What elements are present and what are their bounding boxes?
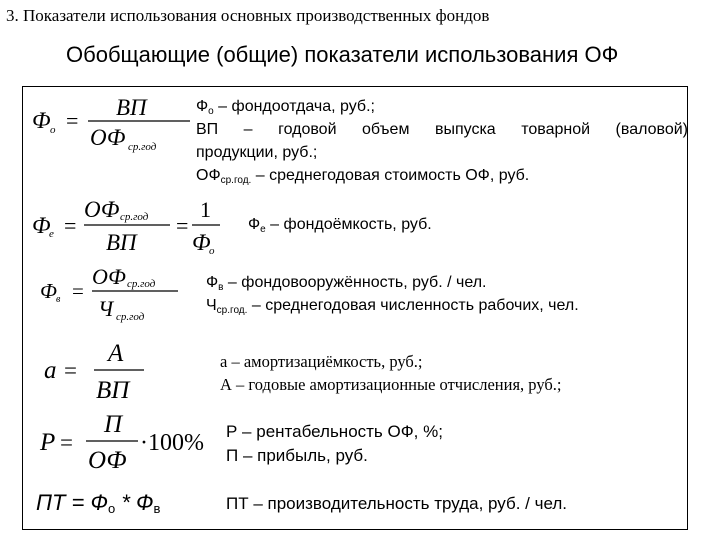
formula-factor: Ф [90,490,108,515]
definition-text: – фондоотдача, руб.; [213,98,375,115]
definition-subscript: о [208,106,214,117]
formula-symbol: Ф [32,108,51,133]
formula-numerator: ОФ [92,264,126,289]
definition-text: ВП – годовой объем выпуска товарной (валовой) [196,121,688,138]
formula-numerator: А [108,340,124,367]
formula-subscript: ср.год [120,211,149,223]
definition-text: – среднегодовая численность рабочих, чел. [247,297,579,314]
formula-fondovooruzhennost [28,258,198,328]
definition-vp [196,119,688,141]
formula-numerator: 1 [200,197,211,222]
formula-equals: = [60,430,73,455]
definition-pribyl: П – прибыль, руб. [226,446,368,465]
slide-title: 3. Показатели использования основных производственных фондов [6,6,490,25]
definition-text: – фондоёмкость, руб. [265,216,432,233]
formula-subscript: ср.год [127,278,156,290]
definition-symbol: ОФ [196,167,221,184]
definition-amortizatsionnye-otchisleniya: А – годовые амортизационные отчисления, руб.; [220,375,562,394]
definition-subscript: ср.год. [220,175,252,186]
formula-symbol: Ф [32,213,51,238]
definition-fondootdacha [196,96,375,118]
definition-vp-cont [196,142,317,164]
definition-subscript: в [218,282,224,293]
formula-equals: = [64,213,77,238]
formula-denominator: ВП [106,230,137,255]
formula-amortizatsiemkost [28,336,158,406]
formula-numerator: ОФ [84,197,120,222]
definition-fondovooruzhennost [206,272,486,294]
formula-rentabelnost [28,408,218,478]
formula-equals: = [71,490,85,515]
formula-numerator: П [104,411,123,438]
definition-subscript: ср.год. [216,305,248,316]
formula-denominator: Ч [98,296,114,321]
formula-equals: = [176,213,189,238]
formula-equals: = [64,358,77,383]
definition-symbol: Ф [248,216,261,233]
definition-symbol: Ф [206,274,219,291]
formula-numerator: ВП [116,95,147,120]
definition-text: – среднегодовая стоимость ОФ, руб. [251,167,530,184]
formula-equals: = [72,279,84,303]
formula-subscript: о [209,245,215,257]
formula-subscript: в [56,294,61,305]
formula-subscript: е [49,228,54,240]
formula-subscript: ср.год [116,311,145,323]
definition-symbol: Ч [206,297,217,314]
definition-chislennost [206,295,579,317]
formula-symbol: Ф [40,279,57,303]
formula-equals: = [66,108,79,133]
definition-text: продукции, руб.; [196,144,318,161]
definition-text: – фондовооружённость, руб. / чел. [223,274,487,291]
formula-subscript: в [153,501,161,516]
formula-factor: Ф [136,490,154,515]
formula-subscript: ср.год [128,141,157,153]
definition-subscript: е [260,224,266,235]
definition-amortizatsiemkost: а – амортизациёмкость, руб.; [220,352,423,371]
formula-subscript: о [108,501,116,516]
formula-proizvoditelnost [36,490,160,516]
formula-symbol: a [44,357,57,384]
formula-fondootdacha [28,88,198,156]
definition-rentabelnost: Р – рентабельность ОФ, %; [226,422,443,441]
formula-symbol: P [40,429,56,456]
formula-operator: * [121,490,130,515]
formula-fondoemkost [28,190,228,260]
definition-fondoemkost [248,214,432,236]
formula-subscript: о [50,124,56,136]
section-subtitle: Обобщающие (общие) показатели использования ОФ [66,42,619,67]
formula-denominator: ОФ [88,447,127,474]
formula-denominator: ВП [96,377,130,404]
formula-multiplier: ·100% [140,430,204,456]
definition-proizvoditelnost: ПТ – производительность труда, руб. / чел. [226,494,567,513]
definition-symbol: Ф [196,98,209,115]
definition-of [196,165,529,187]
formula-denominator: ОФ [90,125,126,150]
formula-symbol: ПТ [36,490,66,515]
formula-denominator: Ф [192,230,211,255]
